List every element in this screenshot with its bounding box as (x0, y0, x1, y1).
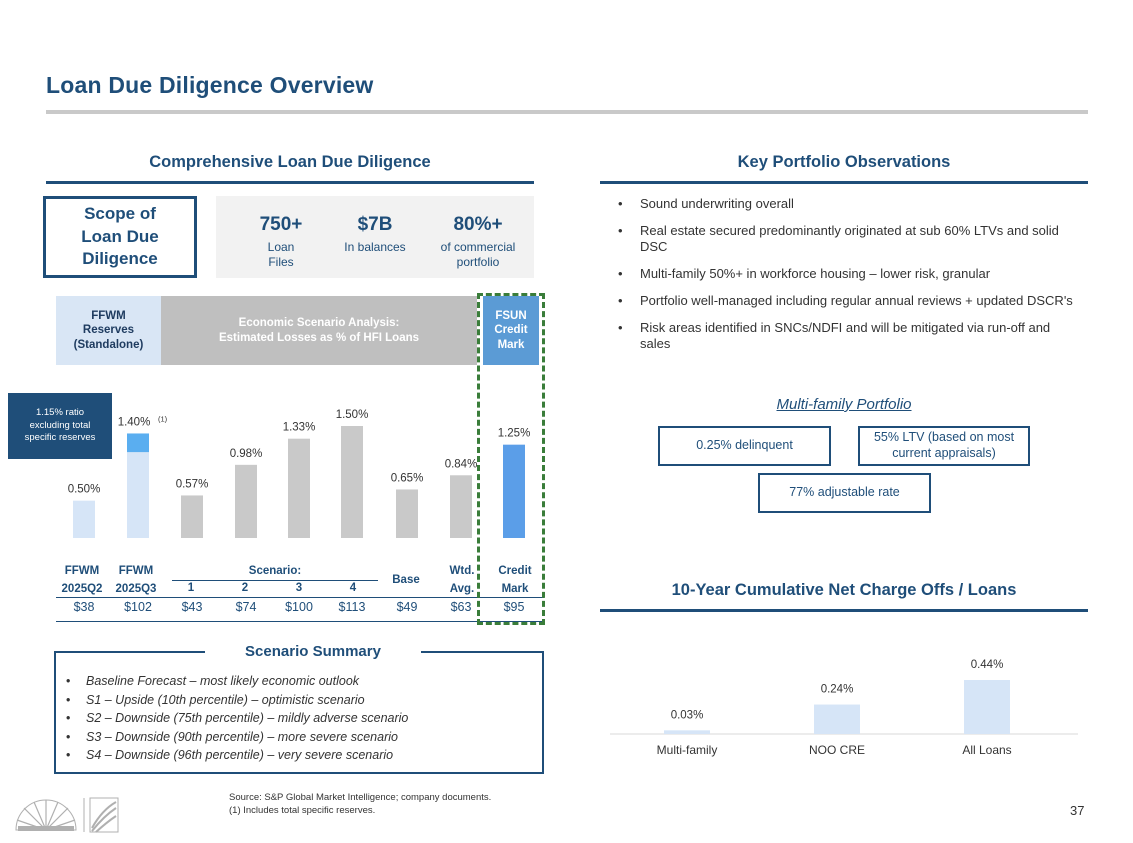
mf-adjustable-box: 77% adjustable rate (758, 473, 931, 513)
wave-icon (90, 798, 118, 832)
axis-scenario-2: 2 (241, 582, 249, 594)
source-line: (1) Includes total specific reserves. (229, 804, 376, 816)
loss-bar (181, 495, 203, 538)
scope-line-1: Scope of (84, 203, 156, 223)
loss-bar (341, 426, 363, 538)
nco-bar (964, 680, 1010, 734)
axis-scenario-1: 1 (187, 582, 195, 594)
stat-balances (331, 214, 419, 255)
loss-chart (0, 380, 560, 550)
axis-scenario-label: Scenario: (248, 565, 302, 577)
axis-label-line: 2025Q3 (115, 582, 157, 595)
observations-list (618, 196, 1078, 363)
multifamily-title: Multi-family Portfolio (776, 396, 912, 413)
list-item: • S4 – Downside (96th percentile) – very severe scenario (66, 746, 536, 765)
header-line: FSUN (495, 309, 527, 322)
cost-value: $38 (73, 600, 95, 614)
nco-data-label: 0.44% (970, 659, 1004, 671)
credit-mark-highlight (477, 293, 545, 625)
sunburst-icon (16, 800, 76, 831)
nco-category-label: Multi-family (656, 743, 718, 757)
right-section-rule (600, 181, 1088, 184)
axis-label-line: FFWM (118, 565, 154, 577)
source-note (229, 792, 491, 818)
cost-value: $100 (285, 600, 313, 614)
page-title: Loan Due Diligence Overview (46, 72, 374, 98)
superscript-note: (1) (158, 414, 168, 424)
cost-value: $95 (503, 600, 525, 614)
scenario-summary-list (66, 672, 536, 765)
right-section-heading: Key Portfolio Observations (737, 153, 951, 171)
header-line: Mark (497, 338, 525, 351)
axis-label-line: Mark (501, 582, 529, 595)
list-item: • S3 – Downside (90th percentile) – more severe scenario (66, 728, 536, 747)
header-economic-scenario (161, 296, 477, 365)
loss-data-label: 1.40% (117, 416, 151, 429)
cost-value: $43 (181, 600, 203, 614)
scope-box (43, 196, 197, 278)
mf-ltv-box: 55% LTV (based on most current appraisals) (858, 426, 1030, 466)
header-line: Reserves (82, 324, 135, 337)
list-item: • S2 – Downside (75th percentile) – mildly adverse scenario (66, 709, 536, 728)
header-line: Economic Scenario Analysis: (238, 316, 400, 329)
loss-bar-specific-reserve (127, 433, 149, 452)
stat-loan-files (236, 214, 326, 270)
scope-line-2: Loan Due (81, 226, 159, 246)
mf-delinquent-box: 0.25% delinquent (658, 426, 831, 466)
axis-label-line: Wtd. (449, 565, 475, 577)
stat-commercial (426, 214, 530, 270)
nco-category-label: NOO CRE (808, 743, 866, 757)
nco-category-label: All Loans (962, 743, 1012, 757)
cost-value: $113 (338, 600, 366, 614)
stat-label: portfolio (456, 255, 500, 269)
scope-stats-panel (216, 196, 534, 278)
list-item: • Sound underwriting overall (618, 196, 1078, 212)
header-line: Estimated Losses as % of HFI Loans (218, 331, 420, 344)
cost-value: $63 (450, 600, 472, 614)
header-line: (Standalone) (73, 338, 144, 351)
axis-base: Base (392, 574, 420, 586)
title-divider (46, 110, 1088, 114)
header-line: Credit (494, 324, 528, 337)
company-logo (12, 794, 120, 834)
loss-bar (73, 501, 95, 538)
axis-label-line: 2025Q2 (61, 582, 103, 595)
stat-label: Files (268, 255, 294, 269)
nco-data-label: 0.03% (670, 709, 704, 722)
cost-value: $102 (124, 600, 152, 614)
list-item: • Real estate secured predominantly originated at sub 60% LTVs and solid DSC (618, 223, 1078, 255)
cost-row-bottom-rule (56, 621, 544, 622)
list-item: • S1 – Upside (10th percentile) – optimistic scenario (66, 691, 536, 710)
scope-line-3: Diligence (82, 249, 158, 269)
list-item: • Multi-family 50%+ in workforce housing – lower risk, granular (618, 266, 1078, 282)
cost-value: $49 (396, 600, 418, 614)
scenario-summary-heading: Scenario Summary (205, 643, 421, 660)
stat-value: 80%+ (453, 214, 503, 235)
nco-bar (664, 730, 710, 734)
stat-value: 750+ (259, 214, 303, 235)
stat-label: of commercial (440, 240, 516, 254)
loss-data-label: 0.65% (390, 472, 424, 485)
loss-data-label: 1.50% (335, 409, 369, 421)
loss-data-label: 0.84% (444, 458, 478, 471)
note-line: 1.15% ratio (35, 407, 85, 419)
loss-bar (450, 475, 472, 538)
source-line: Source: S&P Global Market Intelligence; company documents. (229, 792, 492, 803)
nco-rule (600, 609, 1088, 612)
loss-bar (288, 439, 310, 538)
stat-label: Loan (267, 240, 295, 254)
nco-bar (814, 705, 860, 734)
loss-bar (396, 489, 418, 538)
axis-label-line: Avg. (449, 582, 475, 595)
loss-data-label: 1.33% (282, 421, 316, 434)
nco-data-label: 0.24% (820, 683, 854, 696)
loss-bar (235, 465, 257, 538)
stat-value: $7B (357, 214, 393, 235)
nco-chart (600, 640, 1088, 765)
loss-bar (127, 452, 149, 538)
left-section-heading: Comprehensive Loan Due Diligence (149, 153, 431, 171)
loss-data-label: 0.57% (175, 478, 209, 491)
stat-label: In balances (344, 240, 406, 254)
loss-data-label: 0.50% (67, 483, 101, 496)
note-line: excluding total (29, 419, 91, 431)
axis-ffwm-2025q3 (106, 563, 166, 599)
axis-scenario-3: 3 (295, 582, 303, 594)
note-line: specific reserves (24, 432, 96, 444)
loss-data-label: 1.25% (497, 427, 531, 440)
loss-data-label: 0.98% (229, 447, 263, 460)
cost-value: $74 (235, 600, 257, 614)
left-section-rule (46, 181, 534, 184)
list-item: • Risk areas identified in SNCs/NDFI and will be mitigated via run-off and sales (618, 320, 1078, 352)
header-line: FFWM (91, 309, 126, 322)
page-number: 37 (1070, 803, 1085, 818)
axis-label-line: Credit (498, 565, 532, 577)
axis-ffwm-2025q2 (52, 563, 112, 599)
nco-heading: 10-Year Cumulative Net Charge Offs / Loans (671, 581, 1017, 599)
axis-scenario-4: 4 (349, 582, 357, 594)
header-ffwm-reserves (56, 296, 161, 365)
list-item: • Baseline Forecast – most likely economic outlook (66, 672, 536, 691)
list-item: • Portfolio well-managed including regular annual reviews + updated DSCR's (618, 293, 1078, 309)
cost-row-top-rule (56, 597, 544, 598)
axis-label-line: FFWM (64, 565, 100, 577)
